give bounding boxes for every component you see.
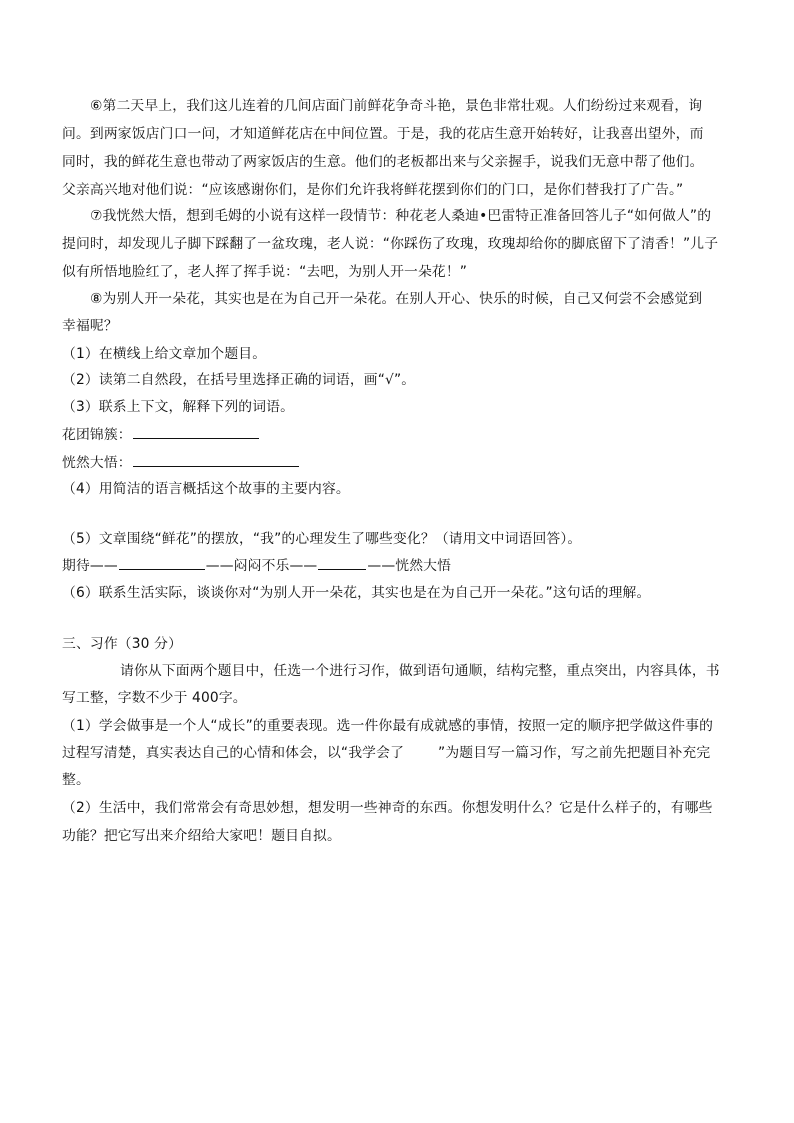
option-2-line-2: 功能？把它写出来介绍给大家吧！题目自拟。 [62, 828, 341, 844]
chain-mid-text: ——闷闷不乐—— [205, 558, 318, 574]
paragraph-6-line-2: 问。到两家饭店门口一问，才知道鲜花店在中间位置。于是，我的花店生意开始转好，让我喜出望外，而 [62, 126, 704, 142]
option-2-line-1: （2）生活中，我们常常会有奇思妙想，想发明一些神奇的东西。你想发明什么？它是什么样子的，有哪些 [62, 800, 713, 816]
term-row-2 [62, 452, 702, 473]
paragraph-7-line-1: ⑦我恍然大悟，想到毛姆的小说有这样一段情节：种花老人桑迪•巴雷特正准备回答儿子“如何做人”的 [90, 208, 712, 224]
term-2-label: 恍然大悟： [62, 455, 132, 471]
question-6: （6）联系生活实际，谈谈你对“为别人开一朵花，其实也是在为自己开一朵花。”这句话的理解。 [62, 585, 651, 601]
section-3-intro-line-2: 写工整，字数不少于 400字。 [62, 690, 247, 706]
chain-start-text: 期待—— [62, 558, 118, 574]
paragraph-7-line-2: 提问时，却发现儿子脚下踩翻了一盆玫瑰，老人说：“你踩伤了玫瑰，玫瑰却给你的脚底留下了清香！”儿子 [62, 236, 719, 252]
paragraph-8-line-2: 幸福呢？ [62, 318, 118, 334]
term-1-label: 花团锦簇： [62, 427, 132, 443]
paragraph-6-line-3: 同时，我的鲜花生意也带动了两家饭店的生意。他们的老板都出来与父亲握手，说我们无意中帮了他们。 [62, 154, 704, 170]
term-2-answer-blank[interactable] [133, 452, 299, 467]
option-1-line-2-start: 过程写清楚，真实表达自己的心情和体会，以“我学会了 [62, 745, 405, 761]
option-1-line-1: （1）学会做事是一个人“成长”的重要表现。选一件你最有成就感的事情，按照一定的顺序把学做这件事的 [62, 718, 714, 734]
chain-blank-2[interactable] [318, 555, 366, 570]
paragraph-6-line-4: 父亲高兴地对他们说：“应该感谢你们，是你们允许我将鲜花摆到你们的门口，是你们替我打了广告。” [62, 182, 684, 198]
option-1-line-2 [62, 743, 730, 763]
question-2: （2）读第二自然段，在括号里选择正确的词语，画“√”。 [62, 372, 416, 388]
paragraph-8-line-1: ⑧为别人开一朵花，其实也是在为自己开一朵花。在别人开心、快乐的时候，自己又何尝不会感觉到 [90, 291, 703, 307]
question-1: （1）在横线上给文章加个题目。 [62, 346, 267, 362]
term-1-answer-blank[interactable] [133, 424, 259, 439]
question-5: （5）文章围绕“鲜花”的摆放，“我”的心理发生了哪些变化？（请用文中词语回答）。 [62, 531, 582, 547]
section-3-intro-line-1: 请你从下面两个题目中，任选一个进行习作，做到语句通顺，结构完整，重点突出，内容具体，书 [120, 663, 720, 679]
paragraph-7-line-3: 似有所悟地脸红了，老人挥了挥手说：“去吧，为别人开一朵花！” [62, 264, 468, 280]
option-1-line-3: 整。 [62, 772, 90, 788]
paragraph-6-line-1: ⑥第二天早上，我们这儿连着的几间店面门前鲜花争奇斗艳，景色非常壮观。人们纷纷过来观看，询 [90, 98, 703, 114]
chain-blank-1[interactable] [119, 555, 205, 570]
section-3-heading: 三、习作（30 分） [62, 636, 183, 652]
question-3: （3）联系上下文，解释下列的词语。 [62, 399, 295, 415]
chain-end-text: ——恍然大悟 [367, 558, 452, 574]
question-4: （4）用简洁的语言概括这个故事的主要内容。 [62, 481, 350, 497]
option-1-line-2-end: ”为题目写一篇习作，写之前先把题目补充完 [438, 745, 711, 761]
emotion-chain-row [62, 555, 702, 576]
term-row-1 [62, 424, 702, 445]
